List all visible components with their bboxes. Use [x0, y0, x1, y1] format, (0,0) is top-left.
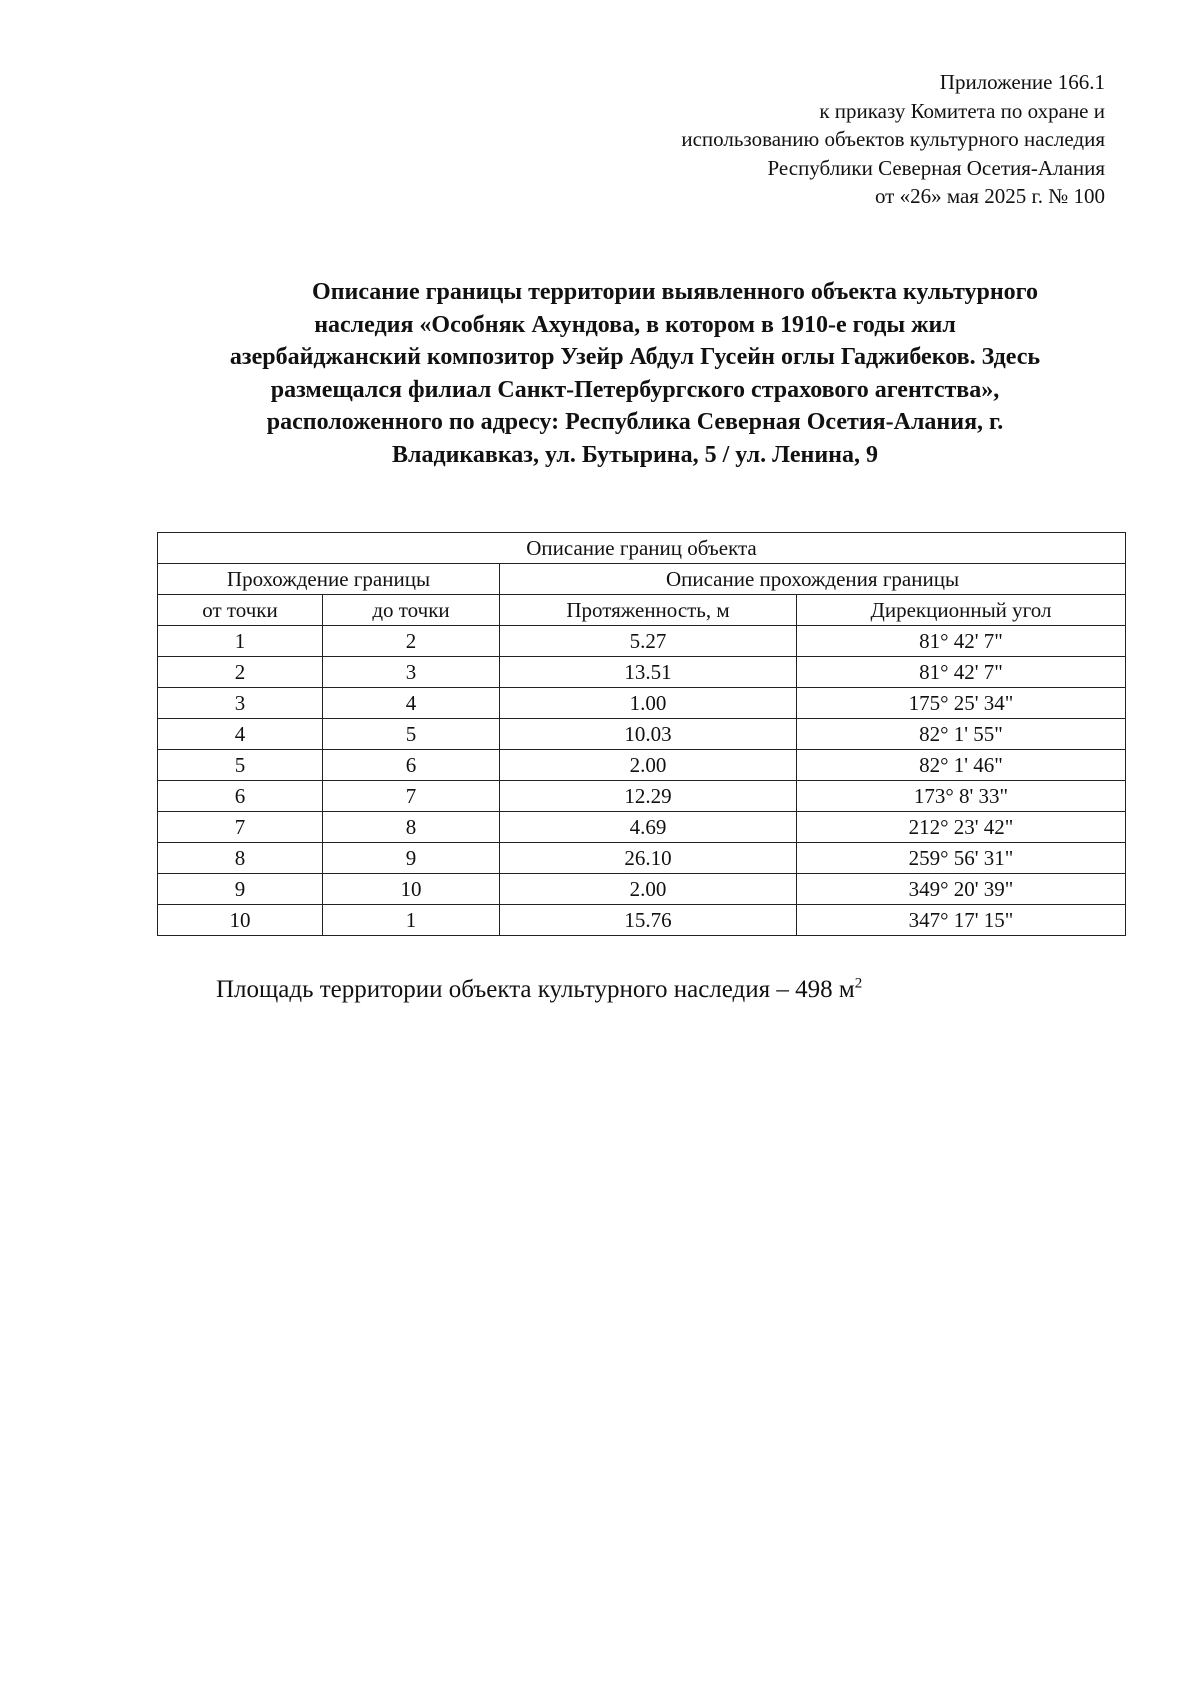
- cell-from: 6: [158, 781, 323, 812]
- column-header-from: от точки: [158, 595, 323, 626]
- table-row: [158, 905, 1126, 936]
- title-line: азербайджанский композитор Узейр Абдул Гусейн оглы Гаджибеков. Здесь: [229, 344, 1041, 370]
- cell-from: 8: [158, 843, 323, 874]
- cell-length: 1.00: [500, 688, 797, 719]
- cell-length: 2.00: [500, 750, 797, 781]
- cell-length: 10.03: [500, 719, 797, 750]
- cell-length: 12.29: [500, 781, 797, 812]
- cell-length: 4.69: [500, 812, 797, 843]
- title-line: размещался филиал Санкт-Петербургского страхового агентства»,: [270, 376, 1000, 403]
- area-text: Площадь территории объекта культурного наследия – 498 м: [216, 976, 855, 1003]
- title-line: Владикавказ, ул. Бутырина, 5 / ул. Ленина, 9: [391, 441, 879, 468]
- appendix-line: Приложение 166.1: [939, 70, 1105, 94]
- cell-from: 9: [158, 874, 323, 905]
- cell-to: 2: [323, 626, 500, 657]
- cell-angle: 349° 20' 39": [797, 874, 1126, 905]
- column-header-length: Протяженность, м: [500, 595, 797, 626]
- area-statement: [216, 976, 862, 1004]
- cell-angle: 173° 8' 33": [797, 781, 1126, 812]
- cell-from: 1: [158, 626, 323, 657]
- cell-to: 6: [323, 750, 500, 781]
- cell-to: 8: [323, 812, 500, 843]
- cell-angle: 81° 42' 7": [797, 657, 1126, 688]
- table-row: [158, 781, 1126, 812]
- cell-to: 1: [323, 905, 500, 936]
- table-row: [158, 719, 1126, 750]
- column-header-angle: Дирекционный угол: [797, 595, 1126, 626]
- cell-from: 7: [158, 812, 323, 843]
- cell-angle: 82° 1' 55": [797, 719, 1126, 750]
- cell-angle: 259° 56' 31": [797, 843, 1126, 874]
- table-row: [158, 874, 1126, 905]
- cell-length: 2.00: [500, 874, 797, 905]
- cell-length: 13.51: [500, 657, 797, 688]
- table-row: [158, 626, 1126, 657]
- cell-length: 15.76: [500, 905, 797, 936]
- cell-from: 5: [158, 750, 323, 781]
- boundary-table: [157, 532, 1126, 936]
- cell-from: 3: [158, 688, 323, 719]
- cell-from: 4: [158, 719, 323, 750]
- table-row: [158, 657, 1126, 688]
- cell-to: 10: [323, 874, 500, 905]
- cell-length: 5.27: [500, 626, 797, 657]
- title-line: расположенного по адресу: Республика Северная Осетия-Алания, г.: [266, 409, 1004, 435]
- cell-angle: 347° 17' 15": [797, 905, 1126, 936]
- cell-to: 3: [323, 657, 500, 688]
- cell-length: 26.10: [500, 843, 797, 874]
- area-superscript: 2: [854, 975, 863, 992]
- table-row: [158, 688, 1126, 719]
- cell-angle: 175° 25' 34": [797, 688, 1126, 719]
- title-line: Описание границы территории выявленного объекта культурного: [312, 279, 1038, 305]
- cell-angle: 212° 23' 42": [797, 812, 1126, 843]
- appendix-line: к приказу Комитета по охране и: [819, 98, 1105, 123]
- appendix-line: Республики Северная Осетия-Алания: [767, 155, 1105, 180]
- column-header-to: до точки: [323, 595, 500, 626]
- document-title: [140, 276, 1130, 471]
- cell-angle: 82° 1' 46": [797, 750, 1126, 781]
- cell-to: 7: [323, 781, 500, 812]
- cell-angle: 81° 42' 7": [797, 626, 1126, 657]
- table-row: [158, 812, 1126, 843]
- title-line: наследия «Особняк Ахундова, в котором в 1910-е годы жил: [314, 311, 956, 338]
- group-header-passage: Прохождение границы: [158, 564, 500, 595]
- table-caption: Описание границ объекта: [158, 533, 1126, 564]
- table-row: [158, 843, 1126, 874]
- group-header-description: Описание прохождения границы: [500, 564, 1126, 595]
- cell-from: 2: [158, 657, 323, 688]
- cell-to: 4: [323, 688, 500, 719]
- cell-to: 5: [323, 719, 500, 750]
- appendix-line: от «26» мая 2025 г. № 100: [874, 184, 1105, 208]
- cell-from: 10: [158, 905, 323, 936]
- table-row: [158, 750, 1126, 781]
- appendix-header: [681, 68, 1105, 211]
- appendix-line: использованию объектов культурного наследия: [681, 127, 1105, 151]
- cell-to: 9: [323, 843, 500, 874]
